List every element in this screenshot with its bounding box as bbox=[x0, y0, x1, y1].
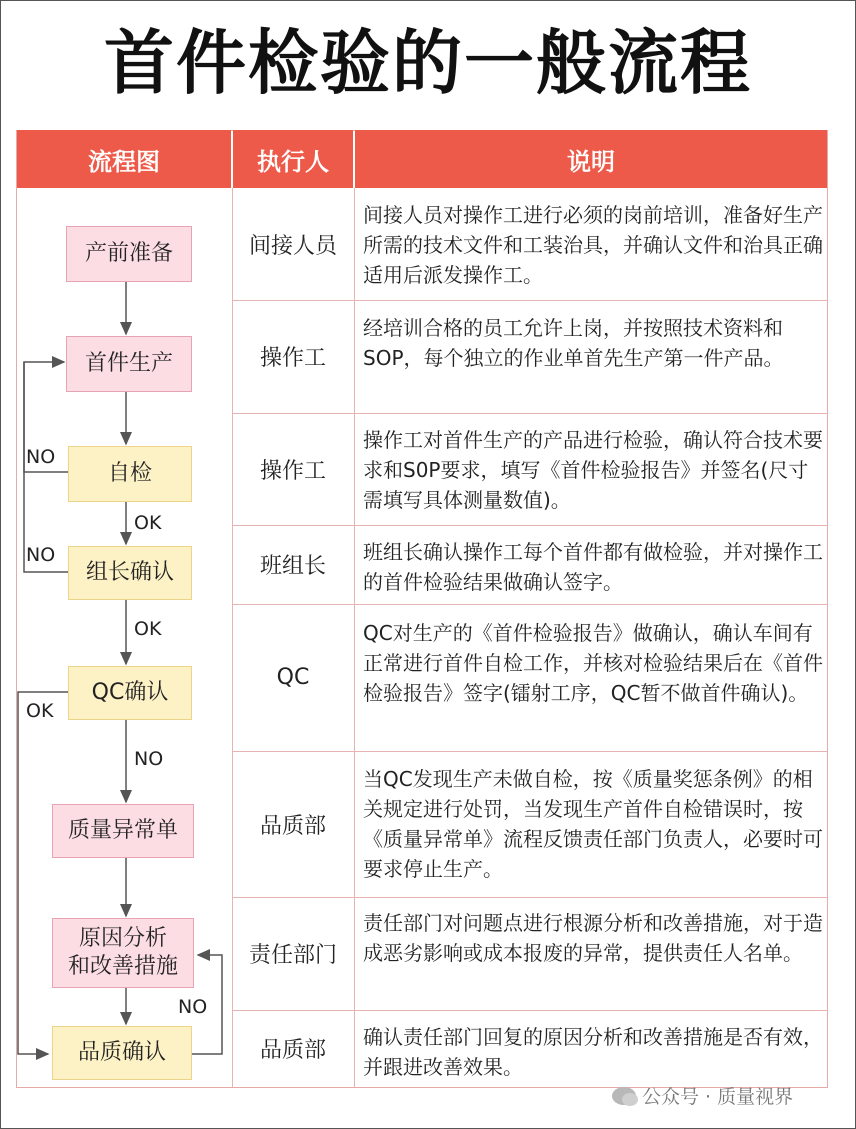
flow-box-cause-analysis: 原因分析 和改善措施 bbox=[52, 918, 194, 988]
flow-box-quality-abnormal: 质量异常单 bbox=[52, 804, 194, 858]
flow-box-leader-confirm: 组长确认 bbox=[68, 546, 192, 600]
label-ok: OK bbox=[134, 618, 162, 640]
label-no: NO bbox=[134, 748, 164, 770]
label-no: NO bbox=[26, 544, 56, 566]
executor-cell: 品质部 bbox=[259, 813, 326, 839]
executor-cell: 品质部 bbox=[259, 1038, 326, 1063]
label-ok: OK bbox=[134, 512, 162, 534]
wechat-icon bbox=[612, 1087, 636, 1105]
executor-cell: 操作工 bbox=[259, 458, 326, 484]
description-cell: 经培训合格的员工允许上岗，并按照技术资料和SOP，每个独立的作业单首先生产第一件产品。 bbox=[363, 316, 784, 370]
loop-qc-ok bbox=[18, 692, 68, 1054]
executor-cell: 间接人员 bbox=[248, 233, 337, 259]
description-cell: 当QC发现生产未做自检，按《质量奖惩条例》的相关规定进行处罚，当发现生产首件自检错误时，按《质量异常单》流程反馈责任部门负责人，必要时可要求停止生产。 bbox=[363, 767, 823, 881]
executor-cell: 责任部门 bbox=[248, 943, 337, 968]
description-cell: 责任部门对问题点进行根源分析和改善措施，对于造成恶劣影响或成本报废的异常，提供责任人名单。 bbox=[363, 911, 823, 965]
description-cell: 间接人员对操作工进行必须的岗前培训，准备好生产所需的技术文件和工装治具，并确认文件和治具正确适用后派发操作工。 bbox=[363, 203, 823, 287]
flow-box-qc-confirm: QC确认 bbox=[68, 666, 192, 720]
description-cell: 操作工对首件生产的产品进行检验，确认符合技术要求和S0P要求，填写《首件检验报告》并签名(尺寸需填写具体测量数值)。 bbox=[363, 428, 823, 512]
header-description: 说明 bbox=[355, 130, 827, 188]
flow-box-self-check: 自检 bbox=[68, 446, 192, 502]
page-title: 首件检验的一般流程 bbox=[104, 22, 752, 104]
watermark bbox=[612, 1082, 793, 1109]
label-ok: OK bbox=[26, 700, 54, 722]
executor-cell: 班组长 bbox=[259, 554, 326, 579]
label-no: NO bbox=[178, 996, 208, 1018]
header-flow: 流程图 bbox=[17, 130, 231, 188]
description-cell: 确认责任部门回复的原因分析和改善措施是否有效，并跟进改善效果。 bbox=[363, 1025, 823, 1079]
header-executor: 执行人 bbox=[233, 130, 353, 188]
flow-box-prep: 产前准备 bbox=[66, 226, 192, 282]
watermark-text: 公众号 · 质量视界 bbox=[642, 1086, 794, 1108]
description-cell: QC对生产的《首件检验报告》做确认，确认车间有正常进行首件自检工作，并核对检验结果后在《首件检验报告》签字(镭射工序，QC暂不做首件确认)。 bbox=[363, 621, 823, 705]
executor-cell: 操作工 bbox=[259, 346, 326, 371]
flow-box-quality-confirm: 品质确认 bbox=[52, 1026, 192, 1080]
description-cell: 班组长确认操作工每个首件都有做检验，并对操作工的首件检验结果做确认签字。 bbox=[363, 540, 823, 594]
executor-cell: QC bbox=[276, 665, 310, 690]
flow-box-first-production: 首件生产 bbox=[66, 336, 192, 392]
label-no: NO bbox=[26, 446, 56, 468]
